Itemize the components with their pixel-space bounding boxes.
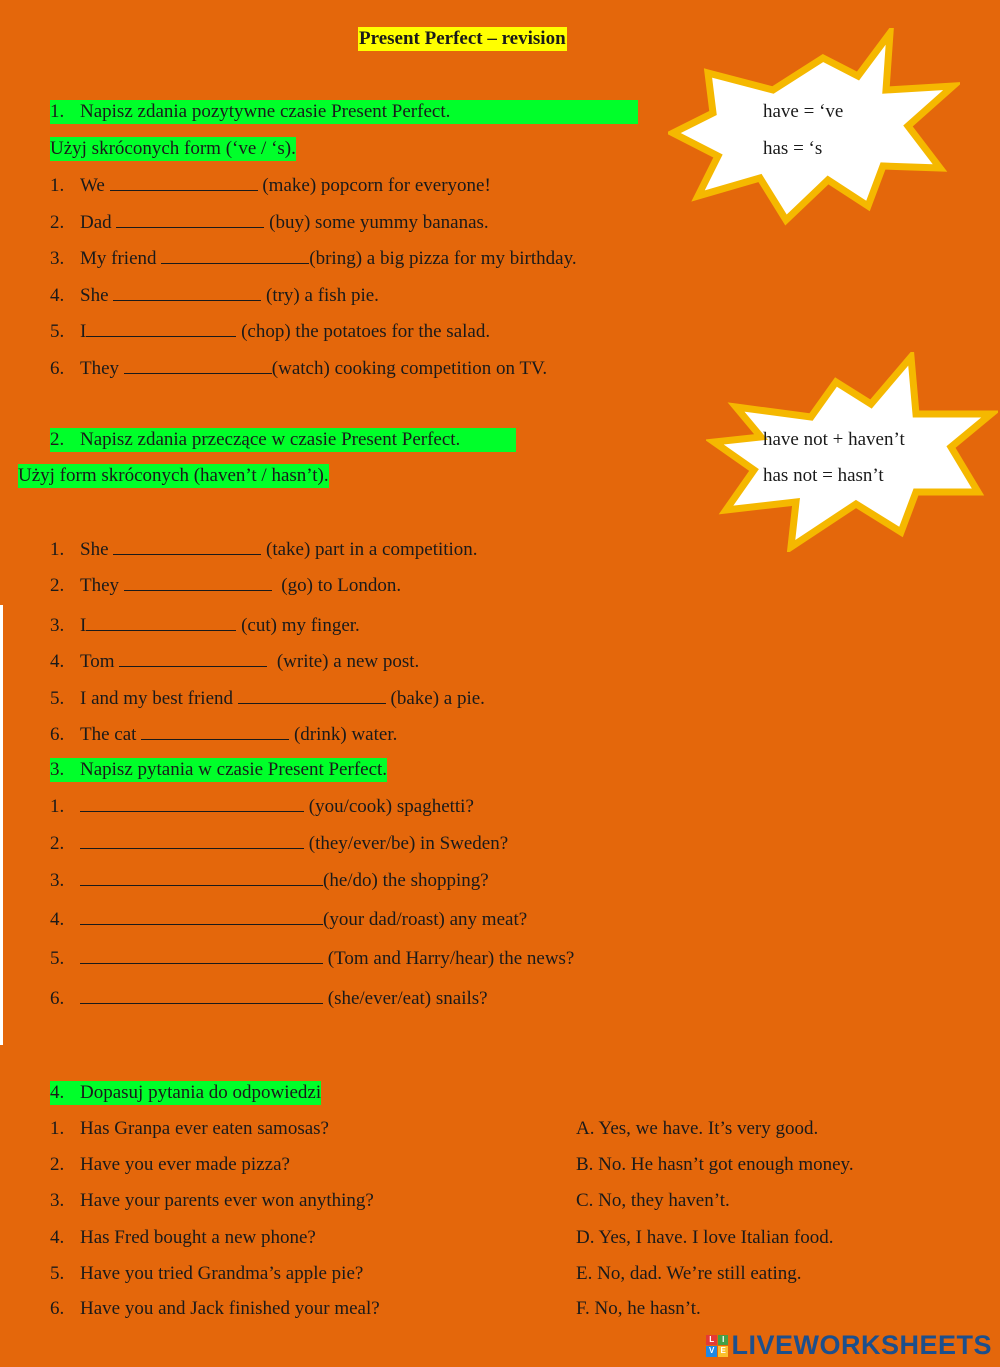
s4-answer-e: E. No, dad. We’re still eating.: [576, 1263, 802, 1284]
answer-blank[interactable]: [80, 907, 323, 925]
section1-subheading: Użyj skróconych form (‘ve / ‘s).: [50, 138, 296, 159]
s3-item-3: [50, 868, 489, 893]
s1-item-4: [50, 283, 379, 308]
logo-icon-letter: I: [718, 1335, 729, 1346]
item-subject: Dad: [80, 212, 112, 233]
question-text: Have you tried Grandma’s apple pie?: [80, 1263, 364, 1284]
section1-heading: [50, 100, 638, 124]
section2-num: 2.: [50, 429, 65, 450]
item-subject: I: [80, 321, 87, 342]
item-number: 5.: [50, 688, 65, 709]
starburst-2: [706, 352, 998, 552]
s1-item-2: [50, 210, 489, 235]
logo-wordmark: LIVEWORKSHEETS: [731, 1330, 992, 1360]
s2-item-1: [50, 537, 478, 562]
section2-heading: [50, 428, 516, 452]
s1-item-3: [50, 246, 577, 271]
item-number: 2.: [50, 575, 65, 596]
item-hint: (your dad/roast) any meat?: [323, 909, 528, 930]
item-hint: (they/ever/be) in Sweden?: [308, 833, 509, 854]
item-hint: (cut) my finger.: [241, 615, 360, 636]
item-subject: They: [80, 358, 120, 379]
item-subject: We: [80, 175, 105, 196]
item-number: 6.: [50, 988, 65, 1009]
answer-blank[interactable]: [124, 573, 272, 591]
section2-heading-text: Napisz zdania przeczące w czasie Present Perfect.: [80, 429, 461, 450]
s1-item-6: [50, 356, 547, 381]
s4-question-3: [50, 1189, 374, 1213]
section3-heading: [50, 758, 387, 782]
worksheet-title: Present Perfect – revision: [359, 28, 566, 49]
item-number: 4.: [50, 1227, 65, 1248]
question-text: Has Fred bought a new phone?: [80, 1227, 316, 1248]
liveworksheets-logo[interactable]: [706, 1330, 992, 1361]
s3-item-5: [50, 946, 574, 971]
s2-item-5: [50, 686, 485, 711]
s4-question-4: [50, 1226, 316, 1250]
item-subject: The cat: [80, 724, 137, 745]
item-number: 2.: [50, 1154, 65, 1175]
logo-icon-letter: E: [718, 1346, 729, 1357]
s2-item-3: [50, 613, 360, 638]
answer-blank[interactable]: [80, 986, 323, 1004]
answer-blank[interactable]: [116, 210, 264, 228]
answer-blank[interactable]: [141, 722, 289, 740]
answer-blank[interactable]: [86, 613, 236, 631]
item-number: 4.: [50, 285, 65, 306]
section1-num: 1.: [50, 101, 65, 122]
item-number: 3.: [50, 615, 65, 636]
item-hint: (Tom and Harry/hear) the news?: [327, 948, 575, 969]
item-number: 1.: [50, 539, 65, 560]
answer-blank[interactable]: [238, 686, 386, 704]
answer-blank[interactable]: [124, 356, 272, 374]
item-subject: My friend: [80, 248, 157, 269]
item-subject: She: [80, 539, 109, 560]
star1-line1: have = ‘ve: [763, 101, 844, 122]
answer-blank[interactable]: [113, 537, 261, 555]
item-number: 4.: [50, 651, 65, 672]
question-text: Have you ever made pizza?: [80, 1154, 290, 1175]
answer-blank[interactable]: [80, 794, 304, 812]
liveworksheets-logo-icon: [706, 1335, 728, 1357]
s4-answer-f: F. No, he hasn’t.: [576, 1298, 701, 1319]
logo-icon-letter: V: [706, 1346, 717, 1357]
item-hint: (drink) water.: [293, 724, 398, 745]
s4-question-1: [50, 1117, 329, 1141]
answer-blank[interactable]: [161, 246, 309, 264]
question-text: Have your parents ever won anything?: [80, 1190, 374, 1211]
answer-blank[interactable]: [119, 649, 267, 667]
item-number: 5.: [50, 1263, 65, 1284]
item-number: 2.: [50, 212, 65, 233]
item-number: 3.: [50, 1190, 65, 1211]
item-number: 3.: [50, 248, 65, 269]
starburst-1: [668, 28, 960, 226]
item-number: 2.: [50, 833, 65, 854]
s4-answer-a: A. Yes, we have. It’s very good.: [576, 1118, 819, 1139]
item-subject: She: [80, 285, 109, 306]
star2-line1: have not + haven’t: [763, 429, 905, 450]
section3-heading-text: Napisz pytania w czasie Present Perfect.: [80, 759, 388, 780]
answer-blank[interactable]: [86, 319, 236, 337]
item-number: 6.: [50, 724, 65, 745]
section3-num: 3.: [50, 759, 65, 780]
item-hint: (buy) some yummy bananas.: [269, 212, 489, 233]
item-number: 1.: [50, 1118, 65, 1139]
s3-item-1: [50, 794, 474, 819]
item-number: 6.: [50, 1298, 65, 1319]
item-hint: (go) to London.: [281, 575, 402, 596]
item-number: 6.: [50, 358, 65, 379]
s4-question-6: [50, 1297, 380, 1321]
item-subject: I and my best friend: [80, 688, 234, 709]
item-number: 4.: [50, 909, 65, 930]
answer-blank[interactable]: [80, 868, 323, 886]
item-subject: They: [80, 575, 120, 596]
star2-line2: has not = hasn’t: [763, 465, 884, 486]
answer-blank[interactable]: [80, 946, 323, 964]
s1-item-5: [50, 319, 490, 344]
logo-icon-letter: L: [706, 1335, 717, 1346]
s4-answer-c: C. No, they haven’t.: [576, 1190, 730, 1211]
s4-answer-b: B. No. He hasn’t got enough money.: [576, 1154, 854, 1175]
section2-subheading: Użyj form skróconych (haven’t / hasn’t).: [18, 465, 329, 486]
item-hint: (chop) the potatoes for the salad.: [241, 321, 491, 342]
item-hint: (she/ever/eat) snails?: [327, 988, 488, 1009]
answer-blank[interactable]: [80, 831, 304, 849]
item-hint: (he/do) the shopping?: [323, 870, 489, 891]
s3-item-6: [50, 986, 488, 1011]
item-hint: (write) a new post.: [276, 651, 420, 672]
item-hint: (make) popcorn for everyone!: [262, 175, 491, 196]
page-edge: [0, 605, 3, 1045]
section4-heading-text: Dopasuj pytania do odpowiedzi: [80, 1082, 322, 1103]
s3-item-2: [50, 831, 508, 856]
item-hint: (bake) a pie.: [390, 688, 485, 709]
item-number: 1.: [50, 796, 65, 817]
question-text: Has Granpa ever eaten samosas?: [80, 1118, 329, 1139]
s1-item-1: [50, 173, 491, 198]
s3-item-4: [50, 907, 527, 932]
item-hint: (take) part in a competition.: [266, 539, 478, 560]
item-hint: (you/cook) spaghetti?: [308, 796, 474, 817]
item-hint: (watch) cooking competition on TV.: [271, 358, 548, 379]
s2-item-6: [50, 722, 397, 747]
s2-item-2: [50, 573, 401, 598]
question-text: Have you and Jack finished your meal?: [80, 1298, 380, 1319]
answer-blank[interactable]: [113, 283, 261, 301]
item-number: 5.: [50, 321, 65, 342]
s2-item-4: [50, 649, 419, 674]
item-subject: Tom: [80, 651, 115, 672]
item-hint: (bring) a big pizza for my birthday.: [309, 248, 577, 269]
item-number: 3.: [50, 870, 65, 891]
item-number: 1.: [50, 175, 65, 196]
item-hint: (try) a fish pie.: [266, 285, 379, 306]
section4-num: 4.: [50, 1082, 65, 1103]
section1-heading-text: Napisz zdania pozytywne czasie Present Perfect.: [80, 101, 451, 122]
answer-blank[interactable]: [110, 173, 258, 191]
s4-question-5: [50, 1262, 363, 1286]
s4-question-2: [50, 1153, 290, 1177]
star1-line2: has = ‘s: [763, 138, 823, 159]
item-subject: I: [80, 615, 87, 636]
item-number: 5.: [50, 948, 65, 969]
s4-answer-d: D. Yes, I have. I love Italian food.: [576, 1227, 834, 1248]
section4-heading: [50, 1081, 321, 1105]
